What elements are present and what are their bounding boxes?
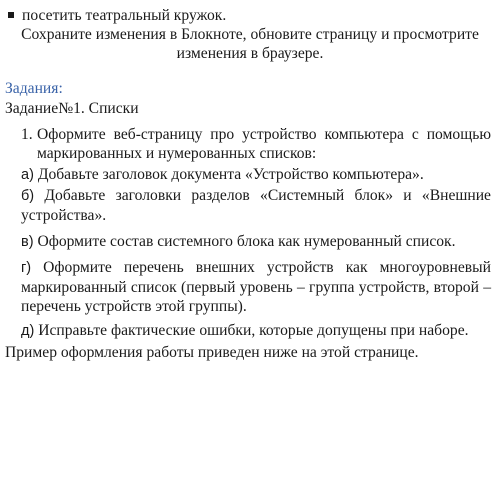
item-text: Оформите веб-страницу про устройство компьютера с помощью маркированных и нумерованных списков: — [37, 126, 491, 162]
subitem-b — [21, 186, 491, 225]
subitem-letter: д) — [21, 323, 35, 339]
task-title: Задание№1. Списки — [5, 100, 139, 117]
subitem-d — [21, 321, 491, 341]
bullet-list-item — [8, 6, 226, 25]
subitem-text: Добавьте заголовки разделов «Системный блок» и «Внешние устройства». — [21, 187, 491, 224]
subitem-g — [21, 258, 491, 316]
tasks-heading: Задания: — [5, 80, 63, 97]
subitem-text: Добавьте заголовок документа «Устройство компьютера». — [37, 166, 424, 183]
instruction-line-1: Сохраните изменения в Блокноте, обновите страницу и просмотрите — [21, 26, 479, 43]
item-number: 1. — [21, 126, 33, 143]
subitem-letter: б) — [21, 188, 35, 204]
subitem-text: Исправьте фактические ошибки, которые допущены при наборе. — [38, 322, 469, 339]
subitem-letter: в) — [21, 234, 34, 250]
subitem-letter: а) — [21, 167, 34, 183]
subitem-a — [21, 165, 491, 185]
subitem-letter: г) — [21, 260, 32, 276]
footer-note: Пример оформления работы приведен ниже на этой странице. — [5, 344, 419, 361]
subitem-text: Оформите перечень внешних устройств как многоуровневый маркированный список (первый уровень – группа устройств, второй – перечень устройств этой группы). — [21, 259, 491, 315]
bullet-item-text: посетить театральный кружок. — [22, 7, 227, 24]
subitem-text: Оформите состав системного блока как нумерованный список. — [37, 233, 456, 250]
instruction-line-2: изменения в браузере. — [176, 45, 324, 62]
subitem-v — [21, 232, 491, 252]
square-bullet-icon — [8, 12, 14, 18]
